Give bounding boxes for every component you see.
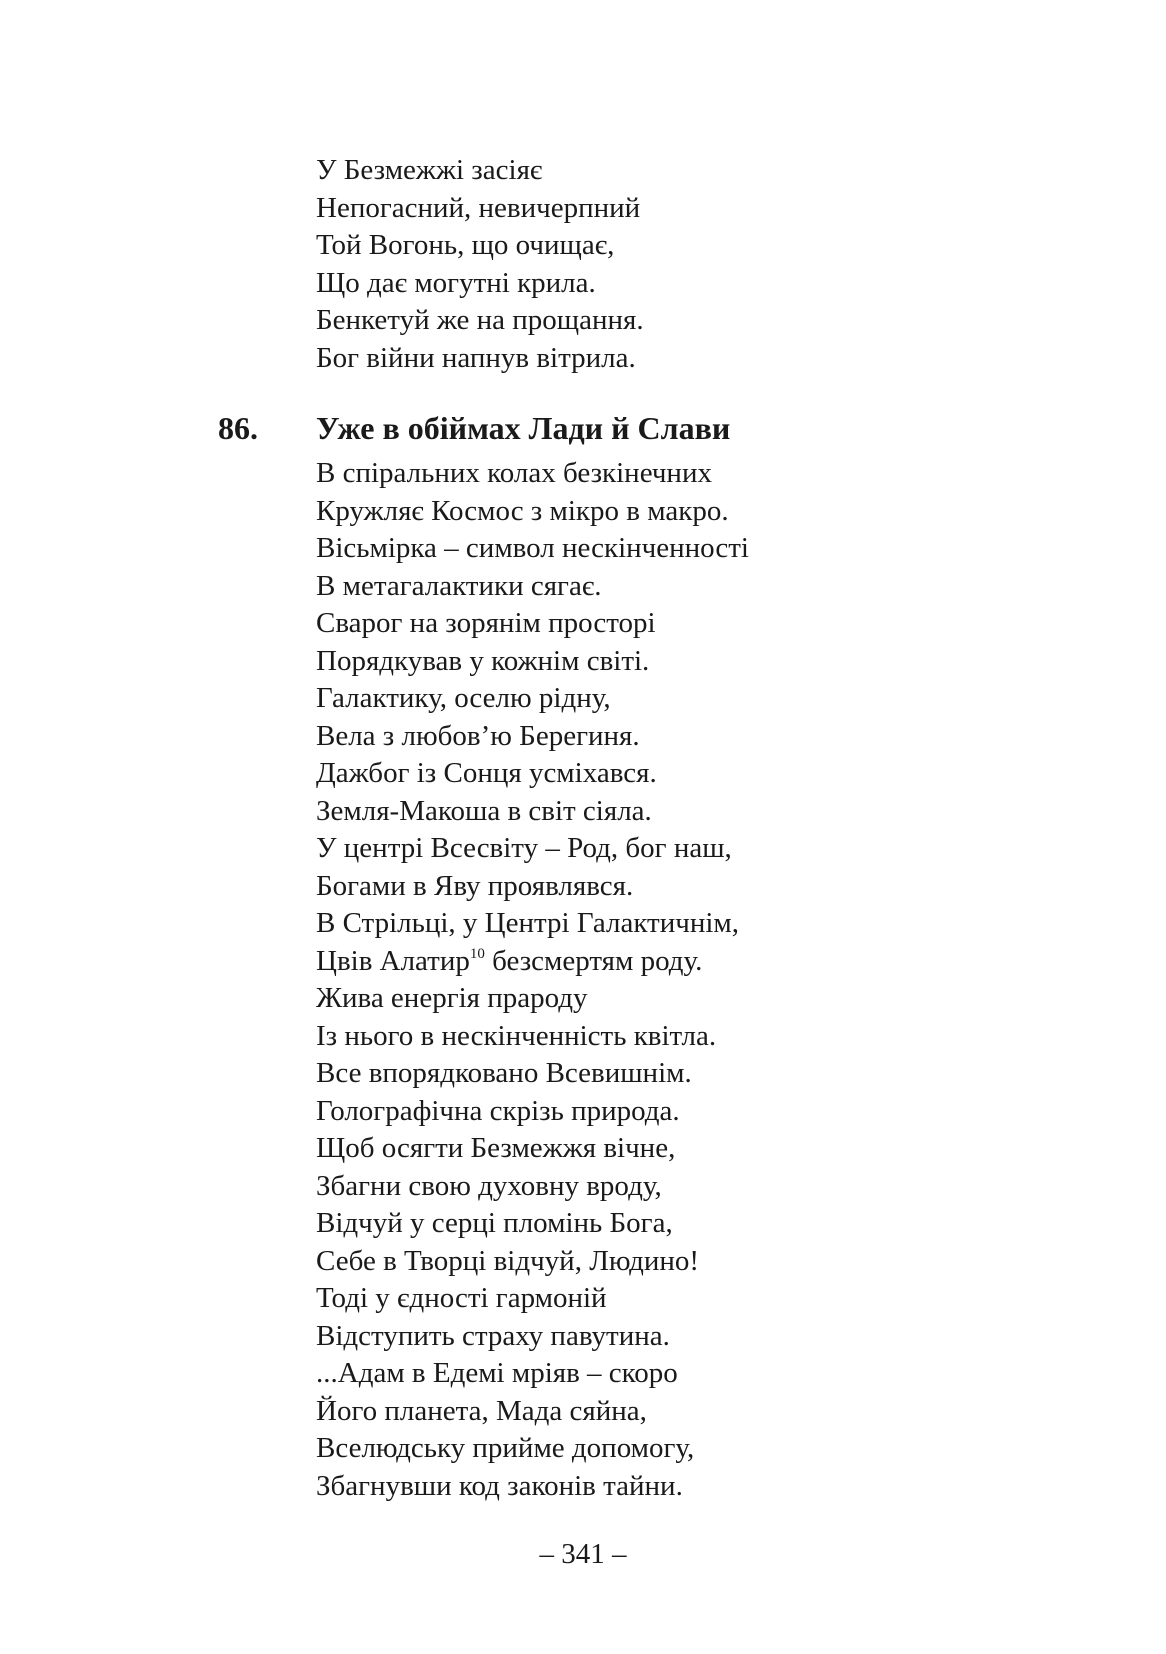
poem-lines-after-footnote: [316, 980, 749, 1505]
poem-line: Кружляє Космос з мікро в макро.: [316, 494, 729, 527]
verse-line: Бенкетуй же на прощання.: [316, 304, 644, 336]
poem-line: Тоді у єдності гармоній: [316, 1282, 607, 1314]
poem-line: Галактику, оселю рідну,: [316, 682, 611, 714]
poem-line: Порядкував у кожнім світі.: [316, 644, 650, 677]
intro-stanza: [316, 152, 644, 377]
poem-line: Богами в Яву проявлявся.: [316, 869, 634, 902]
poem-line: В метагалактики сягає.: [316, 569, 602, 602]
footnote-line-end: безсмертям роду.: [484, 944, 703, 977]
poem-line: Вселюдську прийме допомогу,: [316, 1432, 695, 1464]
poem-line: ...Адам в Едемі мріяв – скоро: [316, 1357, 678, 1389]
poem-line: Щоб осягти Безмежжя вічне,: [316, 1132, 676, 1164]
verse-line: Що дає могутні крила.: [316, 266, 596, 299]
poem-heading: [218, 406, 1166, 450]
poem-line: Себе в Творці відчуй, Людино!: [316, 1244, 700, 1277]
verse-line: Той Вогонь, що очищає,: [316, 229, 615, 261]
poem-line: Жива енергія прароду: [316, 982, 588, 1014]
poem-line: Дажбог із Сонця усміхався.: [316, 757, 657, 789]
poem-line: Земля-Макоша в світ сіяла.: [316, 794, 652, 827]
footnote-line-start: Цвів Алатир: [316, 944, 470, 977]
poem-line: Відступить страху павутина.: [316, 1319, 670, 1352]
poem-line: Все впорядковано Всевишнім.: [316, 1057, 692, 1089]
poem-line: Його планета, Мада сяйна,: [316, 1394, 647, 1427]
poem-line: Збагни свою духовну вроду,: [316, 1169, 662, 1202]
poem-body: [316, 455, 749, 1505]
poem-line: В спіральних колах безкінечних: [316, 457, 712, 489]
poem-lines-before-footnote: [316, 455, 749, 943]
poem-line: В Стрільці, у Центрі Галактичнім,: [316, 907, 740, 939]
poem-line: Голографічна скрізь природа.: [316, 1094, 680, 1127]
poem-line: Вела з любов’ю Берегиня.: [316, 719, 640, 752]
poem-number: 86.: [218, 410, 258, 446]
page-number: – 341 –: [539, 1538, 627, 1570]
poem-line: Відчуй у серці пломінь Бога,: [316, 1207, 673, 1239]
poem-line: У центрі Всесвіту – Род, бог наш,: [316, 832, 732, 864]
poem-title: Уже в обіймах Лади й Слави: [316, 410, 731, 446]
poem-line-footnote: [316, 943, 749, 981]
verse-line: У Безмежжі засіяє: [316, 154, 543, 186]
footnote-marker[interactable]: 10: [469, 945, 485, 962]
verse-line: Непогасний, невичерпний: [316, 191, 641, 224]
poem-line: Вісьмірка – символ нескінченності: [316, 532, 749, 564]
poem-line: Збагнувши код законів тайни.: [316, 1469, 683, 1502]
poem-line: Із нього в нескінченність квітла.: [316, 1019, 717, 1052]
poem-line: Сварог на зорянім просторі: [316, 607, 656, 639]
verse-line: Бог війни напнув вітрила.: [316, 341, 636, 374]
